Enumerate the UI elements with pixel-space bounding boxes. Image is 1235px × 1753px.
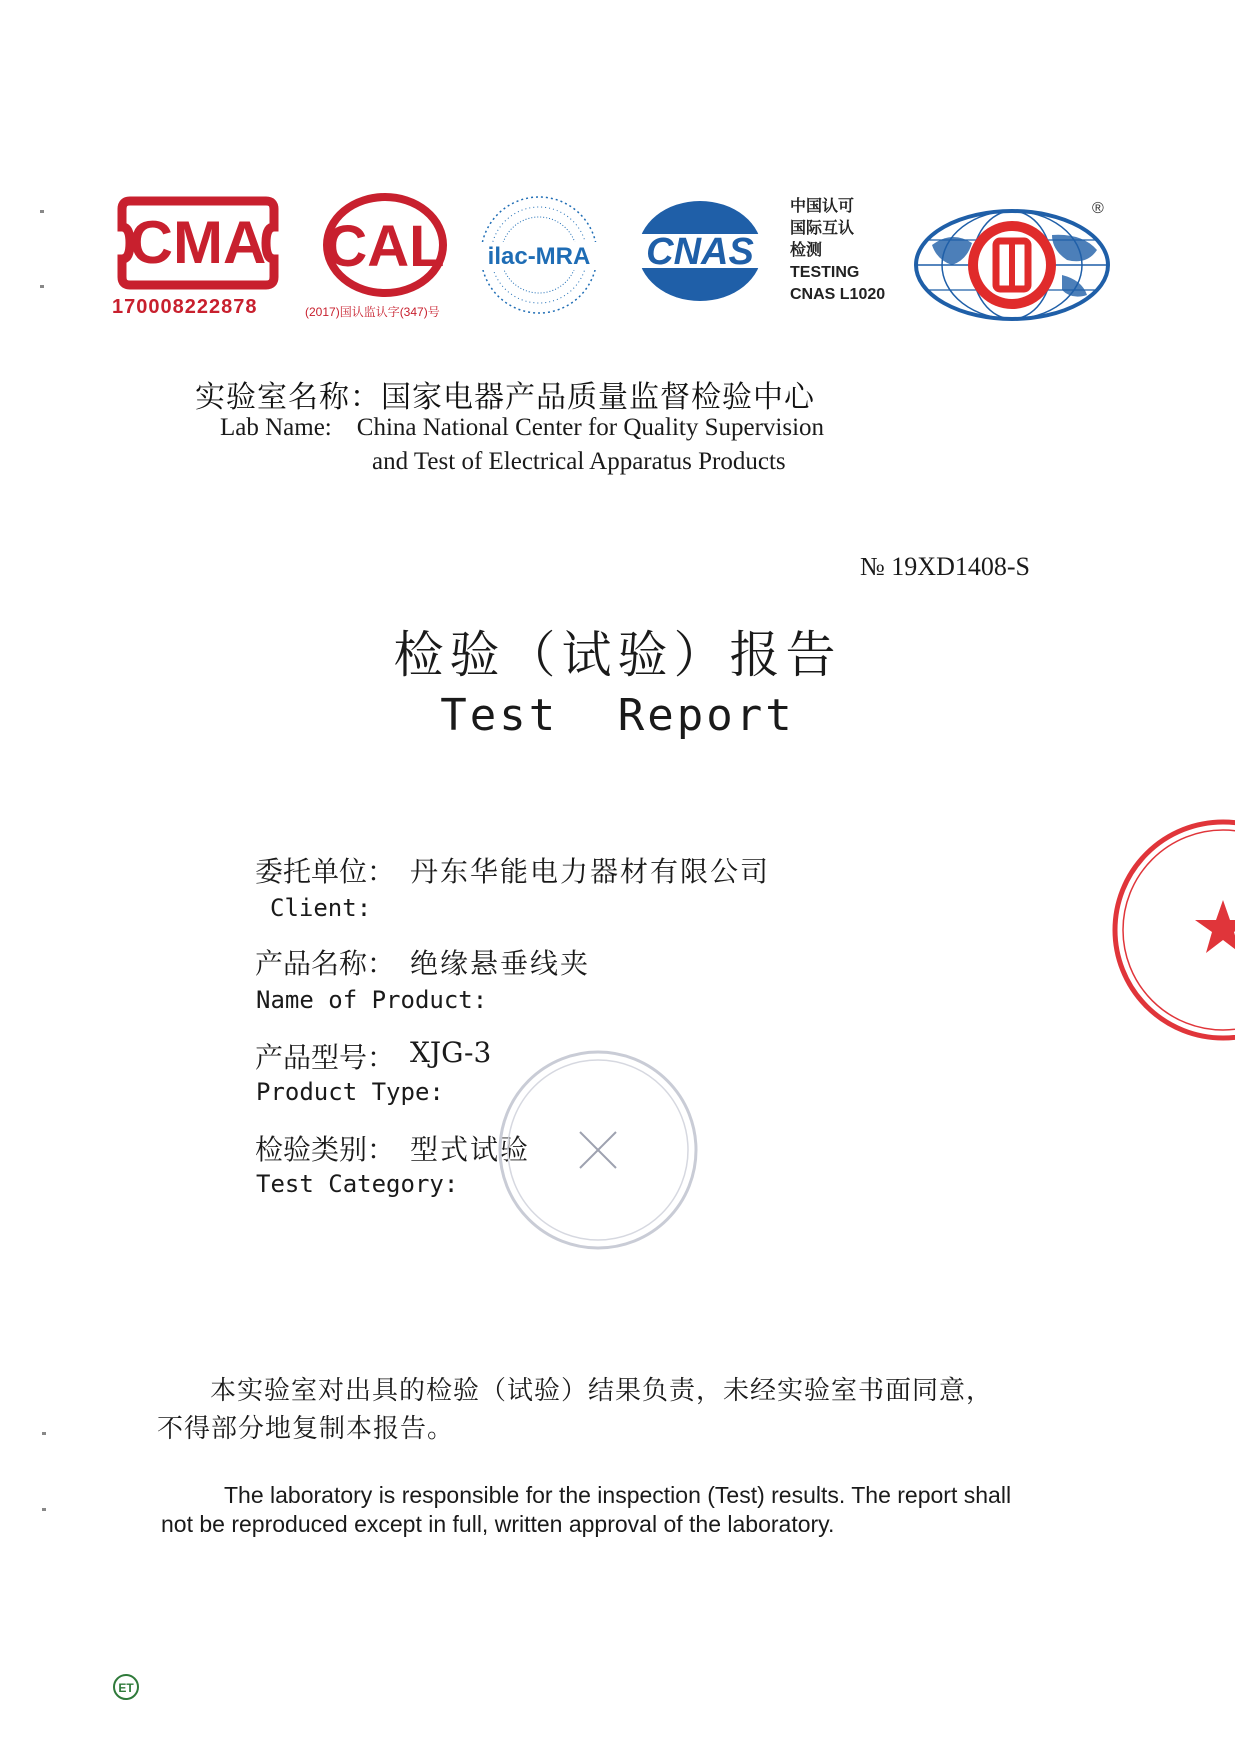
scan-speck (40, 210, 44, 213)
scan-speck (42, 1432, 46, 1435)
client-value: 丹东华能电力器材有限公司 (410, 855, 771, 888)
lab-name-en-line2: and Test of Electrical Apparatus Products (372, 448, 786, 475)
product-type-value: XJG-3 (410, 1036, 492, 1069)
product-name-label-cn: 产品名称： (255, 947, 396, 980)
cal-letters: CAL (325, 214, 445, 279)
product-type-label-en: Product Type: (256, 1078, 444, 1106)
cnas-letters: CNAS (646, 231, 754, 273)
test-category-label-cn: 检验类别： (255, 1133, 396, 1166)
scan-speck (42, 1508, 46, 1511)
test-category-label-en: Test Category: (256, 1170, 459, 1198)
lab-name-cn: 实验室名称：国家电器产品质量监督检验中心 (195, 380, 815, 415)
et-mark-icon (112, 1673, 140, 1701)
cnas-line: TESTING (790, 264, 860, 281)
cnas-accreditation-text (790, 196, 885, 306)
disclaimer-en-line2: not be reproduced except in full, written approval of the laboratory. (161, 1511, 835, 1537)
registered-mark: ® (1092, 200, 1104, 217)
ilac-mra-logo (474, 190, 604, 320)
report-number: № 19XD1408-S (860, 552, 1030, 581)
lab-name-en-label: Lab Name: (220, 414, 332, 441)
disclaimer-cn-line2: 不得部分地复制本报告。 (157, 1414, 455, 1443)
cal-number: (2017)国认监认字(347)号 (305, 305, 440, 319)
cma-number: 170008222878 (112, 296, 258, 318)
report-title-en: Test Report (440, 690, 795, 741)
test-category-value: 型式试验 (410, 1133, 531, 1166)
scan-speck (40, 285, 44, 288)
cnas-line: 中国认可 (790, 198, 855, 215)
cnas-line: 检测 (790, 242, 823, 259)
product-name-value: 绝缘悬垂线夹 (410, 947, 591, 980)
cma-logo (108, 193, 288, 293)
client-label-en: Client: (270, 894, 372, 922)
disclaimer-cn-line1: 本实验室对出具的检验（试验）结果负责，未经实验室书面同意， (210, 1376, 994, 1405)
cqc-globe-logo (912, 205, 1117, 325)
client-label-cn: 委托单位： (255, 855, 396, 888)
product-type-label-cn: 产品型号： (255, 1041, 396, 1074)
cnas-line: 国际互认 (790, 220, 855, 237)
disclaimer-en-line1: The laboratory is responsible for the inspection (Test) results. The report shall (224, 1482, 1012, 1508)
red-seal-stamp (1108, 815, 1235, 1045)
report-title-cn: 检验（试验）报告 (393, 626, 842, 684)
cnas-line: CNAS L1020 (790, 286, 886, 303)
cma-letters: CMA (129, 209, 267, 276)
lab-name-en-value: China National Center for Quality Supervision (356, 414, 825, 441)
ilac-text: ilac-MRA (487, 243, 591, 270)
product-name-label-en: Name of Product: (256, 986, 488, 1014)
cnas-logo (625, 196, 775, 306)
lab-name-en-line1 (220, 414, 824, 442)
embossed-seal (488, 1040, 708, 1260)
cal-logo (320, 190, 450, 300)
et-mark-text: ET (118, 1681, 134, 1695)
